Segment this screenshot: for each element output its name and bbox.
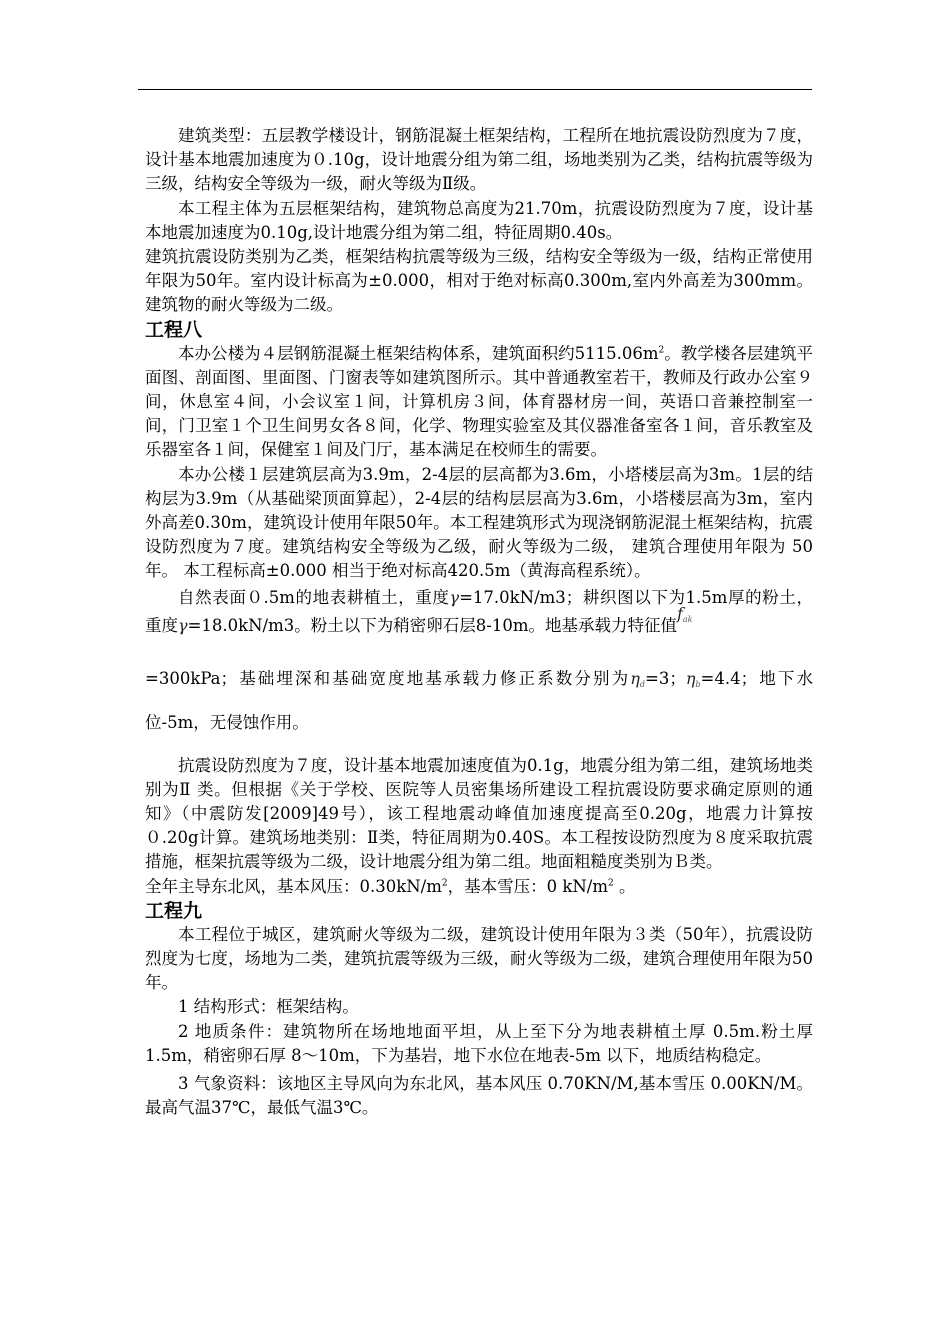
paragraph-seismic-class: 建筑抗震设防类别为乙类，框架结构抗震等级为三级，结构安全等级为一级，结构正常使用年限为50年。室内设计标高为±0.000，相对于绝对标高0.300m,室内外高差为300mm。建筑物的耐火等级为二级。 (145, 247, 813, 315)
paragraph-bearing-capacity (145, 660, 813, 742)
header-rule (138, 89, 812, 90)
paragraph-floor-heights: 本办公楼１层建筑层高为3.9m，2-4层的层高都为3.6m，小塔楼层高为3m。1层的结构层为3.9m（从基础梁顶面算起），2-4层的结构层层高为3.6m，小塔楼层高为3m，室内外高差0.30m，建筑设计使用年限50年。本工程建筑形式为现浇钢筋泥混土框架结构，抗震设防烈度为７度。建筑结构安全等级为乙级，耐火等级为二级， 建筑合理使用年限为 50 年。 本工程标高±0.000 相当于绝对标高420.5m（黄海高程系统）。 (145, 464, 813, 581)
paragraph-geology: 2 地质条件：建筑物所在场地地面平坦，从上至下分为地表耕植土厚 0.5m.粉土厚 1.5m，稍密卵石厚 8～10m，下为基岩，地下水位在地表-5m 以下，地质结构稳定。 (145, 1021, 813, 1065)
document-body (145, 124, 813, 1121)
paragraph-building-type: 建筑类型：五层教学楼设计，钢筋混凝土框架结构，工程所在地抗震设防烈度为７度，设计基本地震加速度为０.10g，设计地震分组为第二组，场地类别为乙类，结构抗震等级为三级，结构安全等级为一级，耐火等级为Ⅱ级。 (145, 126, 813, 194)
paragraph-seismic-design: 抗震设防烈度为７度，设计基本地震加速度值为0.1g，地震分组为第二组，建筑场地类别为Ⅱ 类。但根据《关于学校、医院等人员密集场所建设工程抗震设防要求确定原则的通知》（中震防发[2009]49号），该工程地震动峰值加速度提高至0.20g，地震力计算按０.20g计算。建筑场地类别：Ⅱ类，特征周期为0.40S。本工程按设防烈度为８度采取抗震措施，框架抗震等级为二级，设计地震分组为第二组。地面粗糙度类别为Ｂ类。 (145, 755, 813, 872)
fak-symbol (677, 604, 693, 623)
paragraph-climate: 3 气象资料：该地区主导风向为东北风，基本风压 0.70KN/M,基本雪压 0.00KN/M。最高气温37℃，最低气温3℃。 (145, 1074, 813, 1118)
paragraph-wind-snow (145, 875, 813, 899)
text-area: 本办公楼为４层钢筋混凝土框架结构体系，建筑面积约5115.06m (178, 343, 659, 363)
b-subscript: b (695, 679, 701, 689)
paragraph-structure-form: 1 结构形式：框架结构。 (178, 997, 359, 1017)
superscript-2: 2 (608, 878, 614, 889)
paragraph-project-9-intro: 本工程位于城区，建筑耐火等级为二级，建筑设计使用年限为３类（50年），抗震设防烈度为七度，场地为二类，建筑抗震等级为三级，耐火等级为二级，建筑合理使用年限为50年。 (145, 924, 813, 993)
text-bearing-2: =3； (645, 668, 686, 688)
text-bearing-1: =300kPa；基础埋深和基础宽度地基承载力修正系数分别为 (145, 668, 631, 688)
text-soil-1: 自然表面０.5m的地表耕植土，重度 (178, 587, 450, 607)
gamma-symbol: γ (449, 587, 460, 607)
superscript-2: 2 (658, 345, 665, 356)
ak-subscript: ak (682, 614, 693, 624)
paragraph-main-structure: 本工程主体为五层框架结构，建筑物总高度为21.70m，抗震设防烈度为７度，设计基本地震加速度为0.10g,设计地震分组为第二组，特征周期0.40s。 (145, 198, 813, 242)
f-symbol: f (676, 603, 683, 623)
superscript-2: 2 (441, 878, 448, 889)
paragraph-office-building (145, 342, 813, 463)
text-bearing-3: =4.4；地下水位-5m，无侵蚀作用。 (145, 668, 813, 732)
text-end: 。 (613, 876, 636, 896)
text-wind: 全年主导东北风，基本风压：0.30kN/m (145, 876, 442, 896)
text-rooms: 。教学楼各层建筑平面图、剖面图、里面图、门窗表等如建筑图所示。其中普通教室若干，教师及行政办公室９间，休息室４间，小会议室１间，计算机房３间，体育器材房一间，英语口音兼控制室一间，门卫室１个卫生间男女各８间，化学、物理实验室及其仪器准备室各１间，音乐教室及乐器室各１间，保健室１间及门厅，基本满足在校师生的需要。 (145, 343, 813, 460)
text-soil-2: =17.0kN/m3；耕织图以下为1.5m厚的粉土，重度 (145, 587, 813, 635)
text-soil-3: =18.0kN/m3。粉土以下为稍密卵石层8-10m。地基承载力特征值 (187, 615, 677, 635)
d-subscript: d (639, 679, 645, 689)
gamma-symbol: γ (178, 615, 188, 635)
section-heading-project-9: 工程九 (145, 899, 203, 922)
eta-symbol: η (685, 668, 696, 688)
text-snow: ，基本雪压：0 kN/m (447, 876, 609, 896)
eta-symbol: η (630, 668, 640, 688)
paragraph-soil-conditions (145, 584, 813, 646)
section-heading-project-8: 工程八 (145, 318, 203, 341)
